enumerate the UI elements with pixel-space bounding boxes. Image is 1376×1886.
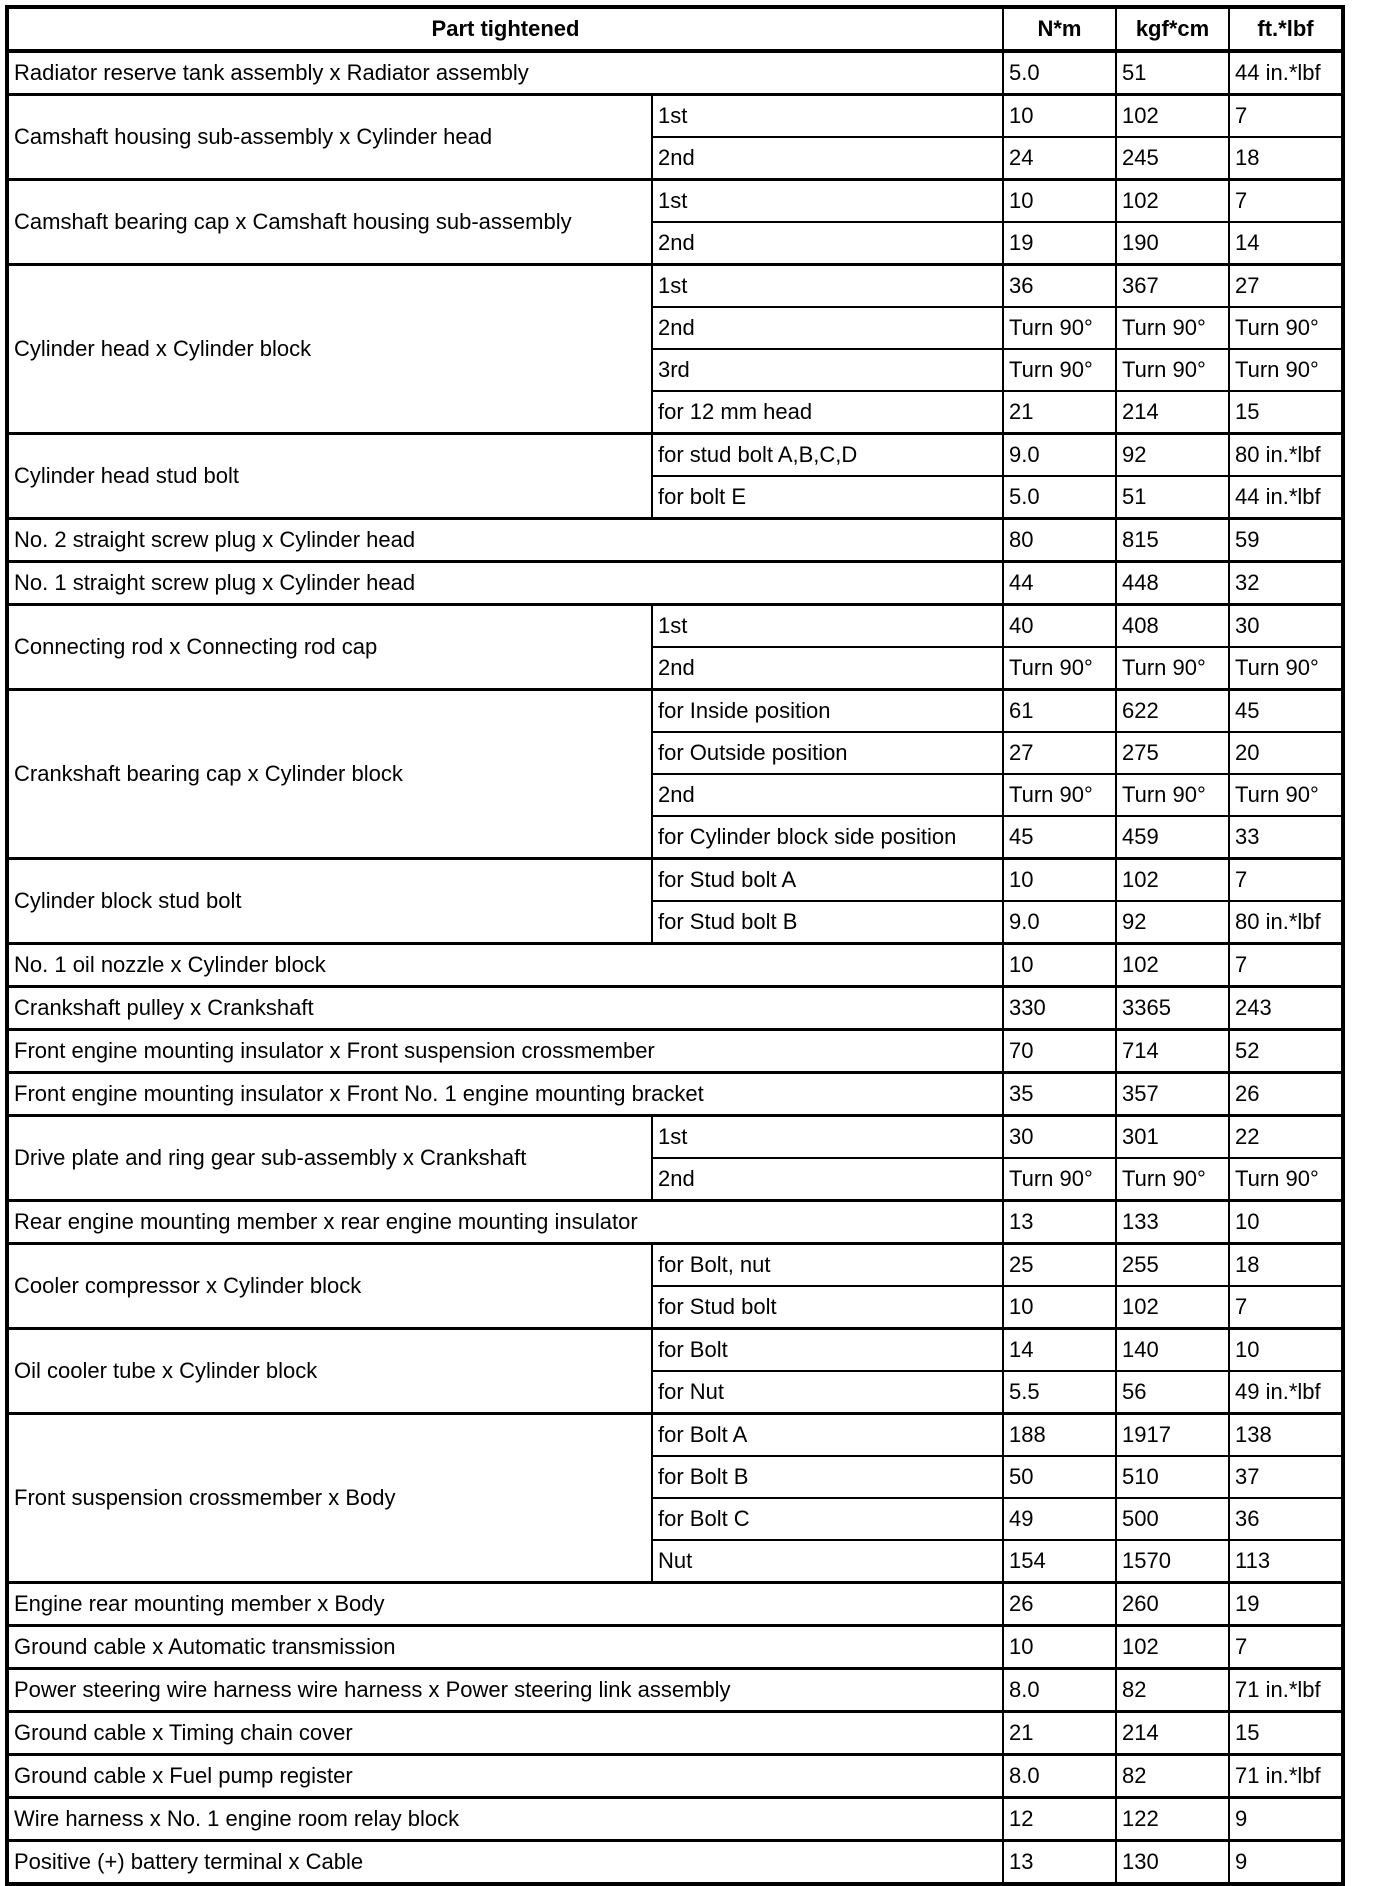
table-row xyxy=(7,519,1343,562)
part-cell: Crankshaft pulley x Crankshaft xyxy=(7,987,1003,1030)
nm-cell: 50 xyxy=(1003,1456,1116,1498)
ft-lbf-cell: 44 in.*lbf xyxy=(1229,476,1343,519)
table-row xyxy=(7,1669,1343,1712)
ft-lbf-cell: 71 in.*lbf xyxy=(1229,1669,1343,1712)
nm-cell: 13 xyxy=(1003,1841,1116,1885)
table-row xyxy=(7,859,1343,902)
table-row xyxy=(7,1244,1343,1287)
kgf-cm-cell: 260 xyxy=(1116,1583,1229,1626)
kgf-cm-cell: 51 xyxy=(1116,51,1229,95)
ft-lbf-cell: 33 xyxy=(1229,816,1343,859)
kgf-cm-cell: 275 xyxy=(1116,732,1229,774)
ft-lbf-cell: 80 in.*lbf xyxy=(1229,901,1343,944)
kgf-cm-cell: 56 xyxy=(1116,1371,1229,1414)
nm-cell: Turn 90° xyxy=(1003,1158,1116,1201)
kgf-cm-cell: 245 xyxy=(1116,137,1229,180)
part-cell: Front suspension crossmember x Body xyxy=(7,1414,652,1583)
nm-cell: 49 xyxy=(1003,1498,1116,1540)
part-cell: Oil cooler tube x Cylinder block xyxy=(7,1329,652,1414)
header-part-tightened: Part tightened xyxy=(7,7,1003,51)
kgf-cm-cell: 82 xyxy=(1116,1669,1229,1712)
step-cell: for Outside position xyxy=(652,732,1003,774)
part-cell: Cylinder block stud bolt xyxy=(7,859,652,944)
step-cell: for Nut xyxy=(652,1371,1003,1414)
part-cell: Cylinder head stud bolt xyxy=(7,434,652,519)
part-cell: Connecting rod x Connecting rod cap xyxy=(7,605,652,690)
ft-lbf-cell: 15 xyxy=(1229,391,1343,434)
kgf-cm-cell: 3365 xyxy=(1116,987,1229,1030)
kgf-cm-cell: 459 xyxy=(1116,816,1229,859)
ft-lbf-cell: 22 xyxy=(1229,1116,1343,1159)
part-cell: Rear engine mounting member x rear engine mounting insulator xyxy=(7,1201,1003,1244)
kgf-cm-cell: 214 xyxy=(1116,1712,1229,1755)
ft-lbf-cell: 7 xyxy=(1229,180,1343,223)
kgf-cm-cell: 510 xyxy=(1116,1456,1229,1498)
part-cell: Cylinder head x Cylinder block xyxy=(7,265,652,434)
kgf-cm-cell: 448 xyxy=(1116,562,1229,605)
nm-cell: 14 xyxy=(1003,1329,1116,1372)
header-ft-lbf: ft.*lbf xyxy=(1229,7,1343,51)
kgf-cm-cell: 367 xyxy=(1116,265,1229,308)
part-cell: Radiator reserve tank assembly x Radiator assembly xyxy=(7,51,1003,95)
nm-cell: 21 xyxy=(1003,391,1116,434)
table-row xyxy=(7,1414,1343,1457)
kgf-cm-cell: 133 xyxy=(1116,1201,1229,1244)
kgf-cm-cell: 51 xyxy=(1116,476,1229,519)
step-cell: 2nd xyxy=(652,647,1003,690)
step-cell: 1st xyxy=(652,265,1003,308)
nm-cell: 9.0 xyxy=(1003,901,1116,944)
table-row xyxy=(7,1073,1343,1116)
ft-lbf-cell: 7 xyxy=(1229,1626,1343,1669)
nm-cell: 44 xyxy=(1003,562,1116,605)
part-cell: Wire harness x No. 1 engine room relay block xyxy=(7,1798,1003,1841)
part-cell: Cooler compressor x Cylinder block xyxy=(7,1244,652,1329)
nm-cell: 330 xyxy=(1003,987,1116,1030)
step-cell: for stud bolt A,B,C,D xyxy=(652,434,1003,477)
kgf-cm-cell: 714 xyxy=(1116,1030,1229,1073)
ft-lbf-cell: 138 xyxy=(1229,1414,1343,1457)
ft-lbf-cell: 10 xyxy=(1229,1201,1343,1244)
kgf-cm-cell: 82 xyxy=(1116,1755,1229,1798)
step-cell: 1st xyxy=(652,1116,1003,1159)
nm-cell: 10 xyxy=(1003,1286,1116,1329)
part-cell: Ground cable x Timing chain cover xyxy=(7,1712,1003,1755)
nm-cell: 8.0 xyxy=(1003,1669,1116,1712)
ft-lbf-cell: 52 xyxy=(1229,1030,1343,1073)
nm-cell: 61 xyxy=(1003,690,1116,733)
part-cell: Front engine mounting insulator x Front suspension crossmember xyxy=(7,1030,1003,1073)
torque-specification-table xyxy=(5,5,1345,1886)
table-row xyxy=(7,51,1343,95)
part-cell: Positive (+) battery terminal x Cable xyxy=(7,1841,1003,1885)
nm-cell: 5.5 xyxy=(1003,1371,1116,1414)
step-cell: 2nd xyxy=(652,222,1003,265)
step-cell: for Stud bolt A xyxy=(652,859,1003,902)
table-row xyxy=(7,1841,1343,1885)
kgf-cm-cell: 1570 xyxy=(1116,1540,1229,1583)
ft-lbf-cell: Turn 90° xyxy=(1229,774,1343,816)
step-cell: 2nd xyxy=(652,307,1003,349)
kgf-cm-cell: 122 xyxy=(1116,1798,1229,1841)
ft-lbf-cell: 243 xyxy=(1229,987,1343,1030)
ft-lbf-cell: Turn 90° xyxy=(1229,647,1343,690)
step-cell: 3rd xyxy=(652,349,1003,391)
kgf-cm-cell: Turn 90° xyxy=(1116,307,1229,349)
kgf-cm-cell: 357 xyxy=(1116,1073,1229,1116)
table-row xyxy=(7,1626,1343,1669)
part-cell: Drive plate and ring gear sub-assembly x Crankshaft xyxy=(7,1116,652,1201)
nm-cell: 12 xyxy=(1003,1798,1116,1841)
table-row xyxy=(7,605,1343,648)
header-nm: N*m xyxy=(1003,7,1116,51)
ft-lbf-cell: 7 xyxy=(1229,859,1343,902)
table-row xyxy=(7,1201,1343,1244)
nm-cell: 25 xyxy=(1003,1244,1116,1287)
nm-cell: 154 xyxy=(1003,1540,1116,1583)
nm-cell: 10 xyxy=(1003,1626,1116,1669)
kgf-cm-cell: 102 xyxy=(1116,95,1229,138)
ft-lbf-cell: 59 xyxy=(1229,519,1343,562)
step-cell: for Bolt B xyxy=(652,1456,1003,1498)
ft-lbf-cell: 15 xyxy=(1229,1712,1343,1755)
part-cell: Front engine mounting insulator x Front No. 1 engine mounting bracket xyxy=(7,1073,1003,1116)
kgf-cm-cell: 214 xyxy=(1116,391,1229,434)
ft-lbf-cell: 14 xyxy=(1229,222,1343,265)
step-cell: for Bolt C xyxy=(652,1498,1003,1540)
nm-cell: 5.0 xyxy=(1003,476,1116,519)
table-row xyxy=(7,562,1343,605)
nm-cell: 8.0 xyxy=(1003,1755,1116,1798)
part-cell: Crankshaft bearing cap x Cylinder block xyxy=(7,690,652,859)
nm-cell: 36 xyxy=(1003,265,1116,308)
kgf-cm-cell: 1917 xyxy=(1116,1414,1229,1457)
step-cell: for Bolt, nut xyxy=(652,1244,1003,1287)
step-cell: for Stud bolt xyxy=(652,1286,1003,1329)
kgf-cm-cell: 102 xyxy=(1116,859,1229,902)
nm-cell: 35 xyxy=(1003,1073,1116,1116)
step-cell: for bolt E xyxy=(652,476,1003,519)
kgf-cm-cell: Turn 90° xyxy=(1116,774,1229,816)
table-row xyxy=(7,95,1343,138)
step-cell: Nut xyxy=(652,1540,1003,1583)
nm-cell: 26 xyxy=(1003,1583,1116,1626)
part-cell: Camshaft housing sub-assembly x Cylinder head xyxy=(7,95,652,180)
ft-lbf-cell: 30 xyxy=(1229,605,1343,648)
nm-cell: Turn 90° xyxy=(1003,349,1116,391)
table-row xyxy=(7,944,1343,987)
part-cell: Camshaft bearing cap x Camshaft housing sub-assembly xyxy=(7,180,652,265)
header-row xyxy=(7,7,1343,51)
table-row xyxy=(7,1755,1343,1798)
ft-lbf-cell: 71 in.*lbf xyxy=(1229,1755,1343,1798)
nm-cell: 19 xyxy=(1003,222,1116,265)
step-cell: for Bolt A xyxy=(652,1414,1003,1457)
kgf-cm-cell: Turn 90° xyxy=(1116,1158,1229,1201)
table-row xyxy=(7,1712,1343,1755)
part-cell: No. 1 straight screw plug x Cylinder head xyxy=(7,562,1003,605)
kgf-cm-cell: Turn 90° xyxy=(1116,349,1229,391)
ft-lbf-cell: 37 xyxy=(1229,1456,1343,1498)
step-cell: for 12 mm head xyxy=(652,391,1003,434)
nm-cell: Turn 90° xyxy=(1003,307,1116,349)
step-cell: 1st xyxy=(652,95,1003,138)
nm-cell: 30 xyxy=(1003,1116,1116,1159)
nm-cell: Turn 90° xyxy=(1003,647,1116,690)
kgf-cm-cell: 408 xyxy=(1116,605,1229,648)
kgf-cm-cell: 102 xyxy=(1116,1286,1229,1329)
ft-lbf-cell: 36 xyxy=(1229,1498,1343,1540)
table-body xyxy=(7,51,1343,1884)
ft-lbf-cell: Turn 90° xyxy=(1229,349,1343,391)
ft-lbf-cell: Turn 90° xyxy=(1229,1158,1343,1201)
part-cell: Ground cable x Fuel pump register xyxy=(7,1755,1003,1798)
ft-lbf-cell: 7 xyxy=(1229,1286,1343,1329)
nm-cell: 13 xyxy=(1003,1201,1116,1244)
nm-cell: 45 xyxy=(1003,816,1116,859)
table-row xyxy=(7,690,1343,733)
table-row xyxy=(7,434,1343,477)
step-cell: for Stud bolt B xyxy=(652,901,1003,944)
kgf-cm-cell: 140 xyxy=(1116,1329,1229,1372)
part-cell: Power steering wire harness wire harness x Power steering link assembly xyxy=(7,1669,1003,1712)
kgf-cm-cell: 815 xyxy=(1116,519,1229,562)
table-row xyxy=(7,1030,1343,1073)
nm-cell: 10 xyxy=(1003,180,1116,223)
ft-lbf-cell: 26 xyxy=(1229,1073,1343,1116)
ft-lbf-cell: 18 xyxy=(1229,1244,1343,1287)
nm-cell: 27 xyxy=(1003,732,1116,774)
table-row xyxy=(7,1116,1343,1159)
table-row xyxy=(7,1329,1343,1372)
part-cell: Ground cable x Automatic transmission xyxy=(7,1626,1003,1669)
nm-cell: 10 xyxy=(1003,859,1116,902)
step-cell: 1st xyxy=(652,605,1003,648)
table-row xyxy=(7,180,1343,223)
nm-cell: 24 xyxy=(1003,137,1116,180)
step-cell: for Inside position xyxy=(652,690,1003,733)
table-row xyxy=(7,987,1343,1030)
nm-cell: 40 xyxy=(1003,605,1116,648)
kgf-cm-cell: 500 xyxy=(1116,1498,1229,1540)
table-row xyxy=(7,265,1343,308)
step-cell: 2nd xyxy=(652,774,1003,816)
step-cell: 1st xyxy=(652,180,1003,223)
kgf-cm-cell: 92 xyxy=(1116,901,1229,944)
ft-lbf-cell: 19 xyxy=(1229,1583,1343,1626)
ft-lbf-cell: 113 xyxy=(1229,1540,1343,1583)
nm-cell: Turn 90° xyxy=(1003,774,1116,816)
kgf-cm-cell: 102 xyxy=(1116,1626,1229,1669)
part-cell: No. 1 oil nozzle x Cylinder block xyxy=(7,944,1003,987)
kgf-cm-cell: 92 xyxy=(1116,434,1229,477)
step-cell: 2nd xyxy=(652,137,1003,180)
ft-lbf-cell: Turn 90° xyxy=(1229,307,1343,349)
ft-lbf-cell: 27 xyxy=(1229,265,1343,308)
nm-cell: 9.0 xyxy=(1003,434,1116,477)
ft-lbf-cell: 20 xyxy=(1229,732,1343,774)
nm-cell: 5.0 xyxy=(1003,51,1116,95)
table-row xyxy=(7,1583,1343,1626)
ft-lbf-cell: 32 xyxy=(1229,562,1343,605)
nm-cell: 10 xyxy=(1003,95,1116,138)
ft-lbf-cell: 18 xyxy=(1229,137,1343,180)
ft-lbf-cell: 49 in.*lbf xyxy=(1229,1371,1343,1414)
kgf-cm-cell: 130 xyxy=(1116,1841,1229,1885)
ft-lbf-cell: 7 xyxy=(1229,95,1343,138)
ft-lbf-cell: 45 xyxy=(1229,690,1343,733)
ft-lbf-cell: 9 xyxy=(1229,1841,1343,1885)
ft-lbf-cell: 7 xyxy=(1229,944,1343,987)
part-cell: No. 2 straight screw plug x Cylinder head xyxy=(7,519,1003,562)
kgf-cm-cell: 102 xyxy=(1116,180,1229,223)
step-cell: for Cylinder block side position xyxy=(652,816,1003,859)
nm-cell: 70 xyxy=(1003,1030,1116,1073)
step-cell: 2nd xyxy=(652,1158,1003,1201)
nm-cell: 21 xyxy=(1003,1712,1116,1755)
part-cell: Engine rear mounting member x Body xyxy=(7,1583,1003,1626)
kgf-cm-cell: 255 xyxy=(1116,1244,1229,1287)
header-kgf-cm: kgf*cm xyxy=(1116,7,1229,51)
nm-cell: 188 xyxy=(1003,1414,1116,1457)
ft-lbf-cell: 9 xyxy=(1229,1798,1343,1841)
nm-cell: 80 xyxy=(1003,519,1116,562)
kgf-cm-cell: 622 xyxy=(1116,690,1229,733)
nm-cell: 10 xyxy=(1003,944,1116,987)
ft-lbf-cell: 44 in.*lbf xyxy=(1229,51,1343,95)
step-cell: for Bolt xyxy=(652,1329,1003,1372)
ft-lbf-cell: 80 in.*lbf xyxy=(1229,434,1343,477)
kgf-cm-cell: 190 xyxy=(1116,222,1229,265)
kgf-cm-cell: 301 xyxy=(1116,1116,1229,1159)
kgf-cm-cell: Turn 90° xyxy=(1116,647,1229,690)
table-row xyxy=(7,1798,1343,1841)
kgf-cm-cell: 102 xyxy=(1116,944,1229,987)
ft-lbf-cell: 10 xyxy=(1229,1329,1343,1372)
